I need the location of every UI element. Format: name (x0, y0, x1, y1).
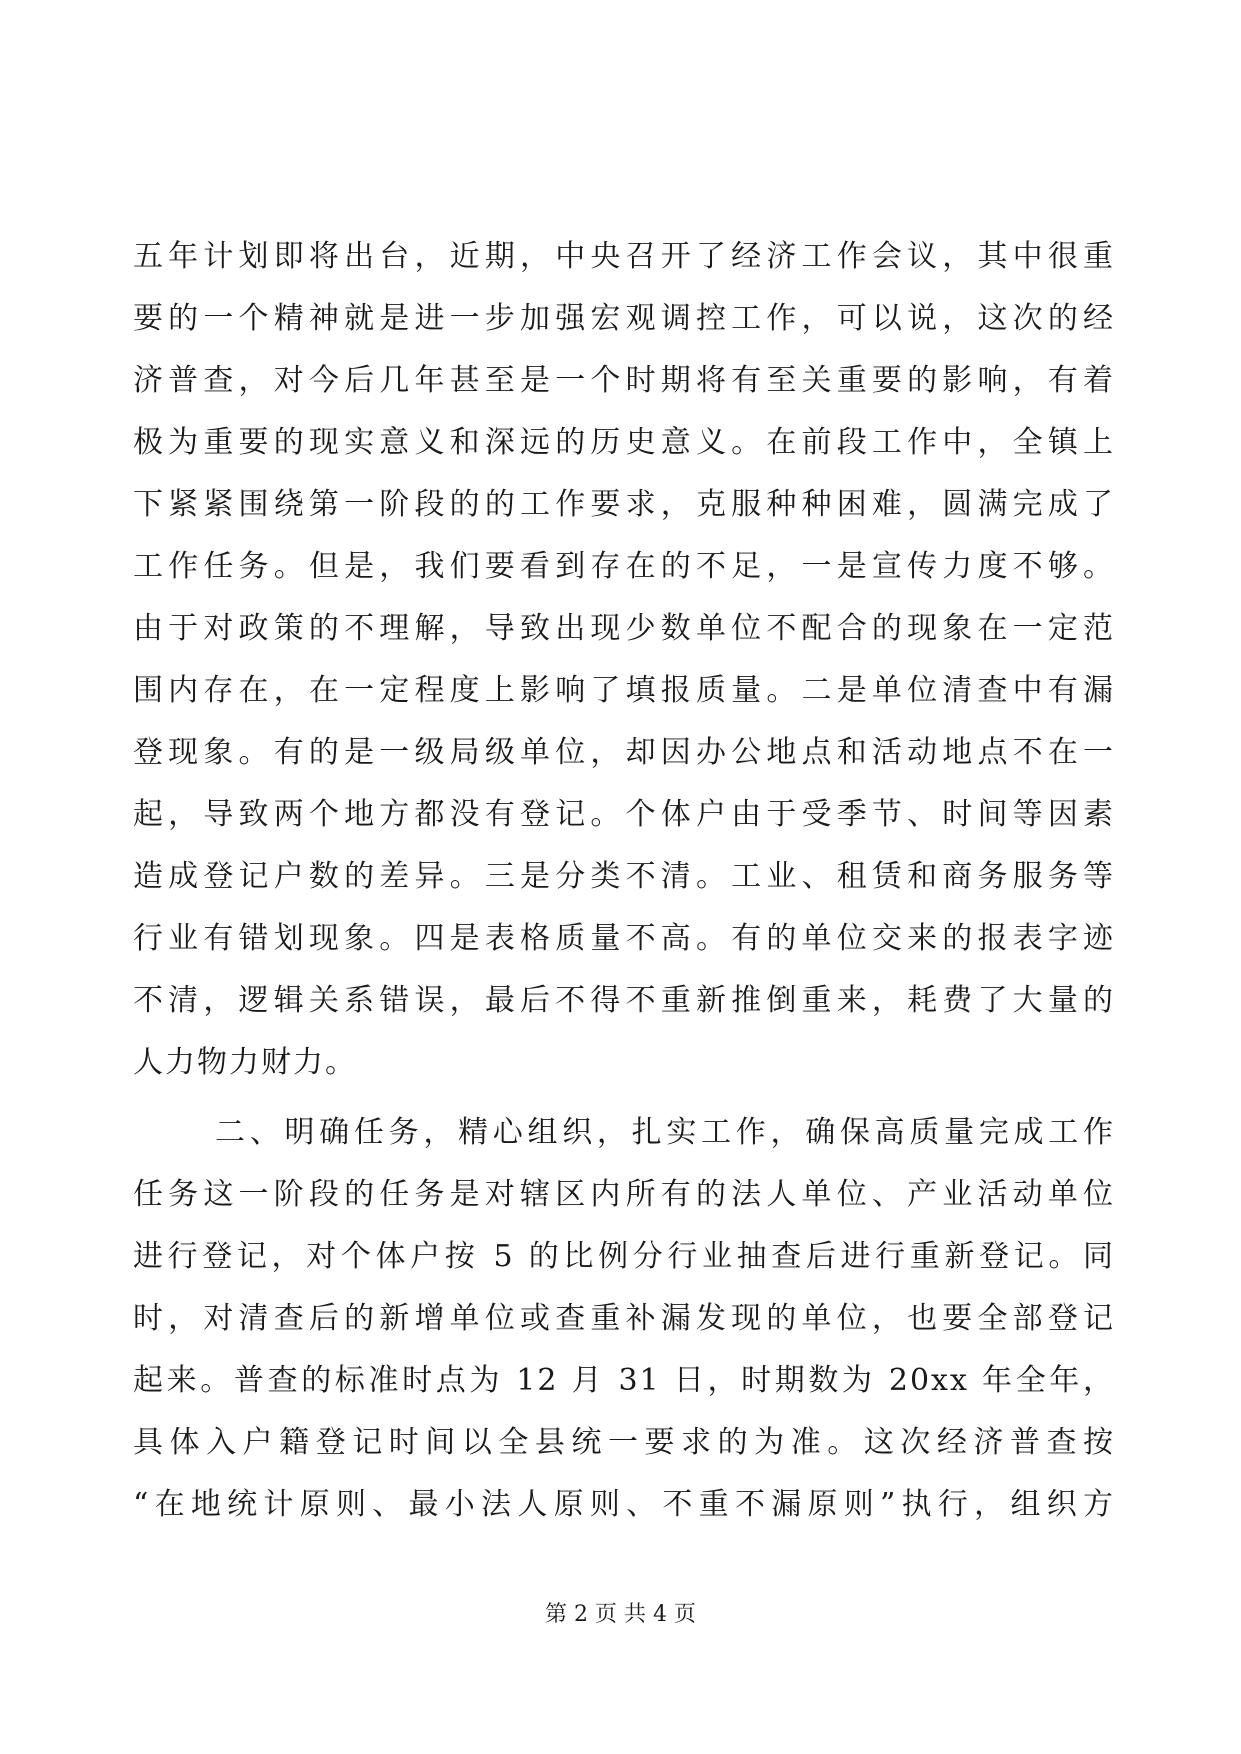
text-line: 进行登记，对个体户按 5 的比例分行业抽查后进行重新登记。同 (133, 1239, 1115, 1274)
text-line: 起，导致两个地方都没有登记。个体户由于受季节、时间等因素 (133, 797, 1115, 832)
page-number: 第 2 页 共 4 页 (545, 1602, 696, 1627)
text-line: 要的一个精神就是进一步加强宏观调控工作，可以说，这次的经 (133, 301, 1115, 336)
text-line: 具体入户籍登记时间以全县统一要求的为准。这次经济普查按 (133, 1425, 1115, 1460)
text-line: 下紧紧围绕第一阶段的的工作要求，克服种种困难，圆满完成了 (133, 487, 1115, 522)
body-text (133, 226, 1115, 1536)
text-line: “在地统计原则、最小法人原则、不重不漏原则”执行，组织方 (133, 1487, 1115, 1522)
text-line: 围内存在，在一定程度上影响了填报质量。二是单位清查中有漏 (133, 673, 1115, 708)
text-line: 工作任务。但是，我们要看到存在的不足，一是宣传力度不够。 (133, 549, 1115, 584)
text-line: 由于对政策的不理解，导致出现少数单位不配合的现象在一定范 (133, 611, 1115, 646)
text-line: 极为重要的现实意义和深远的历史意义。在前段工作中，全镇上 (133, 425, 1115, 460)
text-line: 人力物力财力。 (133, 1045, 357, 1080)
text-line: 时，对清查后的新增单位或查重补漏发现的单位，也要全部登记 (133, 1301, 1115, 1336)
text-line: 济普查，对今后几年甚至是一个时期将有至关重要的影响，有着 (133, 363, 1115, 398)
text-line: 行业有错划现象。四是表格质量不高。有的单位交来的报表字迹 (133, 921, 1115, 956)
text-line: 任务这一阶段的任务是对辖区内所有的法人单位、产业活动单位 (133, 1177, 1115, 1212)
text-line: 不清，逻辑关系错误，最后不得不重新推倒重来，耗费了大量的 (133, 983, 1115, 1018)
text-line: 登现象。有的是一级局级单位，却因办公地点和活动地点不在一 (133, 735, 1115, 770)
text-line: 二、明确任务，精心组织，扎实工作，确保高质量完成工作 (215, 1115, 1115, 1150)
text-line: 五年计划即将出台，近期，中央召开了经济工作会议，其中很重 (133, 239, 1115, 274)
text-line: 起来。普查的标准时点为 12 月 31 日，时期数为 20xx 年全年， (133, 1363, 1115, 1398)
text-line: 造成登记户数的差异。三是分类不清。工业、租赁和商务服务等 (133, 859, 1115, 894)
